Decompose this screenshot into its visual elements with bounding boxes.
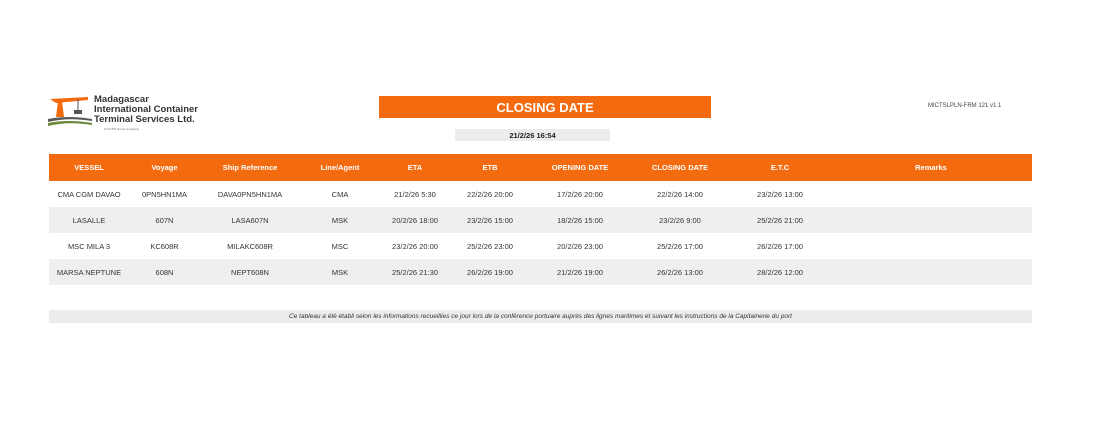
cell-vessel: LASALLE	[49, 207, 129, 233]
table-row	[49, 233, 1032, 259]
logo-line-1: Madagascar	[94, 94, 149, 105]
header-voyage: Voyage	[129, 154, 200, 181]
table-row	[49, 207, 1032, 233]
cell-etb: 23/2/26 15:00	[450, 207, 530, 233]
header-opening-date: OPENING DATE	[530, 154, 630, 181]
logo-tagline: An ICTSI Group Company	[104, 127, 140, 131]
cell-vessel: MARSA NEPTUNE	[49, 259, 129, 285]
report-date: 21/2/26 16:54	[455, 129, 610, 141]
page-title: CLOSING DATE	[379, 96, 711, 118]
table-row	[49, 259, 1032, 285]
cell-vessel: CMA CGM DAVAO	[57, 189, 121, 199]
cell-closing-date: 23/2/26 9:00	[630, 207, 730, 233]
table-row	[49, 181, 1032, 207]
cell-remarks	[830, 259, 1032, 285]
logo-line-2: International Container	[94, 104, 198, 115]
cell-eta: 21/2/26 5:30	[394, 189, 436, 199]
cell-closing-date: 26/2/26 13:00	[630, 259, 730, 285]
form-code: MICTSLPLN-FRM 121 v1.1	[928, 103, 1002, 109]
cell-voyage: 607N	[129, 207, 200, 233]
cell-opening-date: 17/2/26 20:00	[557, 189, 603, 199]
cell-ship-reference: MILAKC608R	[227, 241, 273, 251]
cell-remarks	[830, 207, 1032, 233]
cell-eta: 25/2/26 21:30	[380, 259, 450, 285]
cell-voyage: 0PN5HN1MA	[141, 189, 187, 199]
cell-vessel: MSC MILA 3	[67, 241, 111, 251]
cell-voyage: 608N	[129, 259, 200, 285]
closing-date-table	[49, 154, 1032, 285]
cell-remarks	[830, 181, 1032, 207]
cell-opening-date: 21/2/26 19:00	[530, 259, 630, 285]
cell-etb: 26/2/26 19:00	[450, 259, 530, 285]
cell-remarks	[830, 233, 1032, 259]
logo-line-3: Terminal Services Ltd.	[94, 114, 195, 125]
cell-etb: 25/2/26 23:00	[467, 241, 513, 251]
company-logo	[48, 95, 218, 135]
cell-closing-date: 22/2/26 14:00	[657, 189, 703, 199]
footnote: Ce tableau a été établi selon les informations recueillies ce jour lors de la conférence portuaire auprès des lignes maritimes et suivant les instructions de la Capitainerie du port	[49, 310, 1032, 323]
header-etb: ETB	[450, 154, 530, 181]
cell-eta: 20/2/26 18:00	[380, 207, 450, 233]
cell-closing-date: 25/2/26 17:00	[657, 241, 703, 251]
cell-etc: 25/2/26 21:00	[730, 207, 830, 233]
cell-line-agent: MSK	[300, 259, 380, 285]
header-ship-reference: Ship Reference	[200, 154, 300, 181]
cell-ship-reference: LASA607N	[200, 207, 300, 233]
header-closing-date: CLOSING DATE	[630, 154, 730, 181]
cell-etc: 26/2/26 17:00	[757, 241, 803, 251]
cell-line-agent: CMA	[331, 189, 349, 199]
crane-logo-icon	[48, 95, 94, 129]
header-eta: ETA	[380, 154, 450, 181]
table-header-row	[49, 154, 1032, 181]
header-remarks: Remarks	[830, 154, 1032, 181]
header-vessel: VESSEL	[49, 154, 129, 181]
cell-voyage: KC608R	[150, 241, 179, 251]
cell-ship-reference: NEPT608N	[200, 259, 300, 285]
cell-etb: 22/2/26 20:00	[467, 189, 513, 199]
header-etc: E.T.C	[730, 154, 830, 181]
header-line-agent: Line/Agent	[300, 154, 380, 181]
cell-line-agent: MSK	[300, 207, 380, 233]
cell-opening-date: 18/2/26 15:00	[530, 207, 630, 233]
cell-etc: 23/2/26 13:00	[757, 189, 803, 199]
cell-ship-reference: DAVA0PN5HN1MA	[217, 189, 283, 199]
cell-opening-date: 20/2/26 23:00	[557, 241, 603, 251]
cell-etc: 28/2/26 12:00	[730, 259, 830, 285]
cell-line-agent: MSC	[331, 241, 349, 251]
cell-eta: 23/2/26 20:00	[392, 241, 438, 251]
